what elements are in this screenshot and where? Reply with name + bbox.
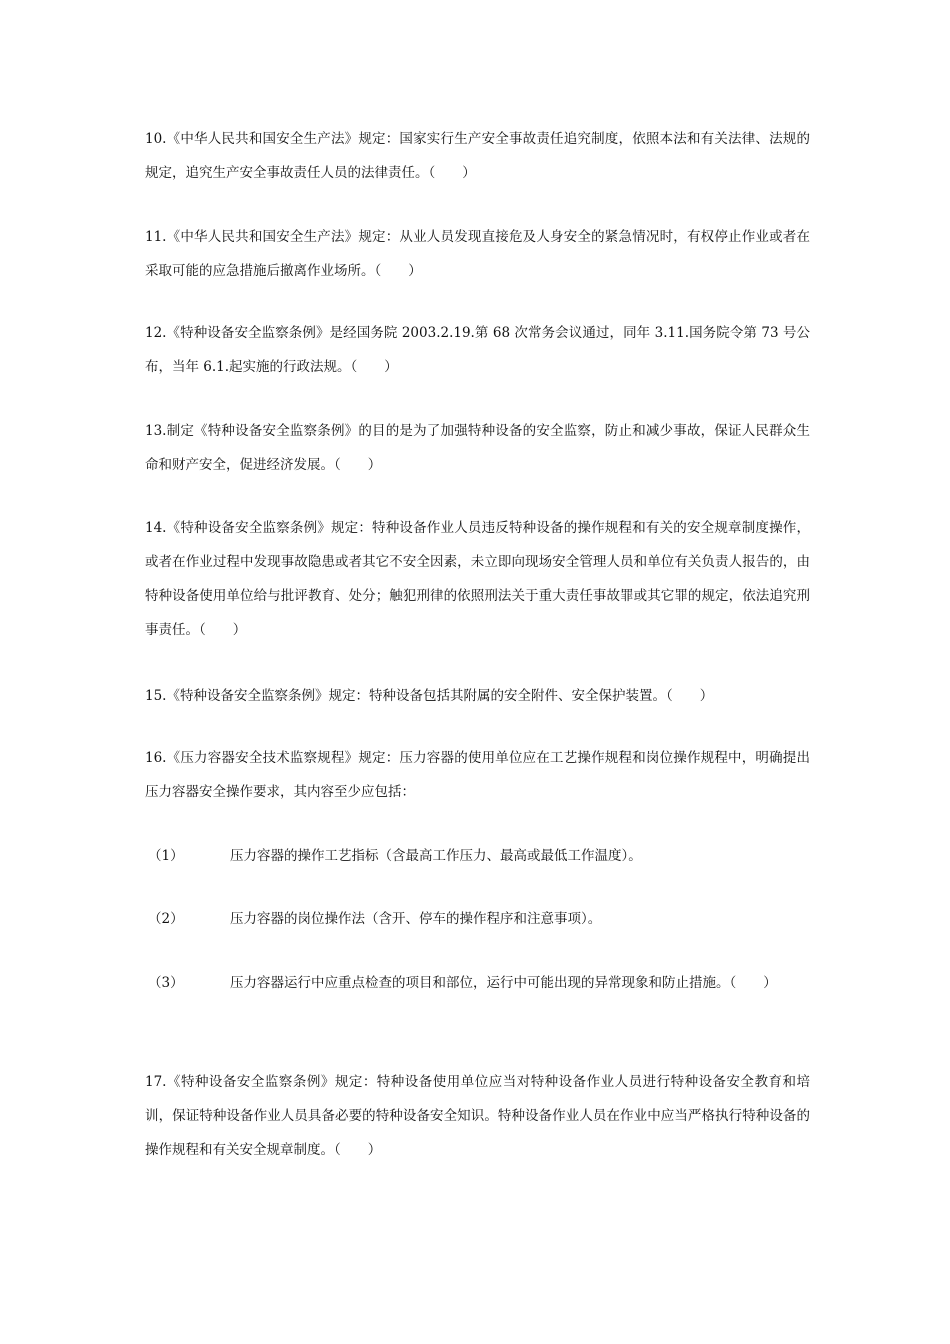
sub-item-text: 压力容器的岗位操作法（含开、停车的操作程序和注意事项）。: [230, 911, 602, 927]
question-13: 13.制定《特种设备安全监察条例》的目的是为了加强特种设备的安全监察，防止和减少事故，保证人民群众生命和财产安全，促进经济发展。（ ）: [145, 423, 810, 473]
sub-item-number: （3）: [148, 975, 184, 991]
question-10: 10.《中华人民共和国安全生产法》规定：国家实行生产安全事故责任追究制度，依照本法和有关法律、法规的规定，追究生产安全事故责任人员的法律责任。（ ）: [145, 131, 810, 181]
sub-item-3: [148, 966, 810, 1000]
sub-item-text: 压力容器运行中应重点检查的项目和部位，运行中可能出现的异常现象和防止措施。（ ）: [230, 975, 777, 991]
question-15: 15.《特种设备安全监察条例》规定：特种设备包括其附属的安全附件、安全保护装置。（ ）: [145, 688, 714, 704]
sub-item-number: （1）: [148, 848, 184, 864]
question-17: 17.《特种设备安全监察条例》规定：特种设备使用单位应当对特种设备作业人员进行特种设备安全教育和培训，保证特种设备作业人员具备必要的特种设备安全知识。特种设备作业人员在作业中应当严格执行特种设备的操作规程和有关安全规章制度。（ ）: [145, 1074, 810, 1158]
sub-item-2: [148, 902, 810, 936]
question-11: 11.《中华人民共和国安全生产法》规定：从业人员发现直接危及人身安全的紧急情况时，有权停止作业或者在采取可能的应急措施后撤离作业场所。（ ）: [145, 229, 810, 279]
question-16: 16.《压力容器安全技术监察规程》规定：压力容器的使用单位应在工艺操作规程和岗位操作规程中，明确提出压力容器安全操作要求，其内容至少应包括：: [145, 750, 810, 800]
sub-item-number: （2）: [148, 911, 184, 927]
question-12: 12.《特种设备安全监察条例》是经国务院 2003.2.19.第 68 次常务会议通过，同年 3.11.国务院令第 73 号公布，当年 6.1.起实施的行政法规。（ ）: [145, 325, 810, 375]
sub-item-1: [148, 839, 810, 873]
sub-item-text: 压力容器的操作工艺指标（含最高工作压力、最高或最低工作温度）。: [230, 848, 642, 864]
question-14: 14.《特种设备安全监察条例》规定：特种设备作业人员违反特种设备的操作规程和有关的安全规章制度操作，或者在作业过程中发现事故隐患或者其它不安全因素，未立即向现场安全管理人员和单位有关负责人报告的，由特种设备使用单位给与批评教育、处分；触犯刑律的依照刑法关于重大责任事故罪或其它罪的规定，依法追究刑事责任。（ ）: [145, 520, 810, 638]
